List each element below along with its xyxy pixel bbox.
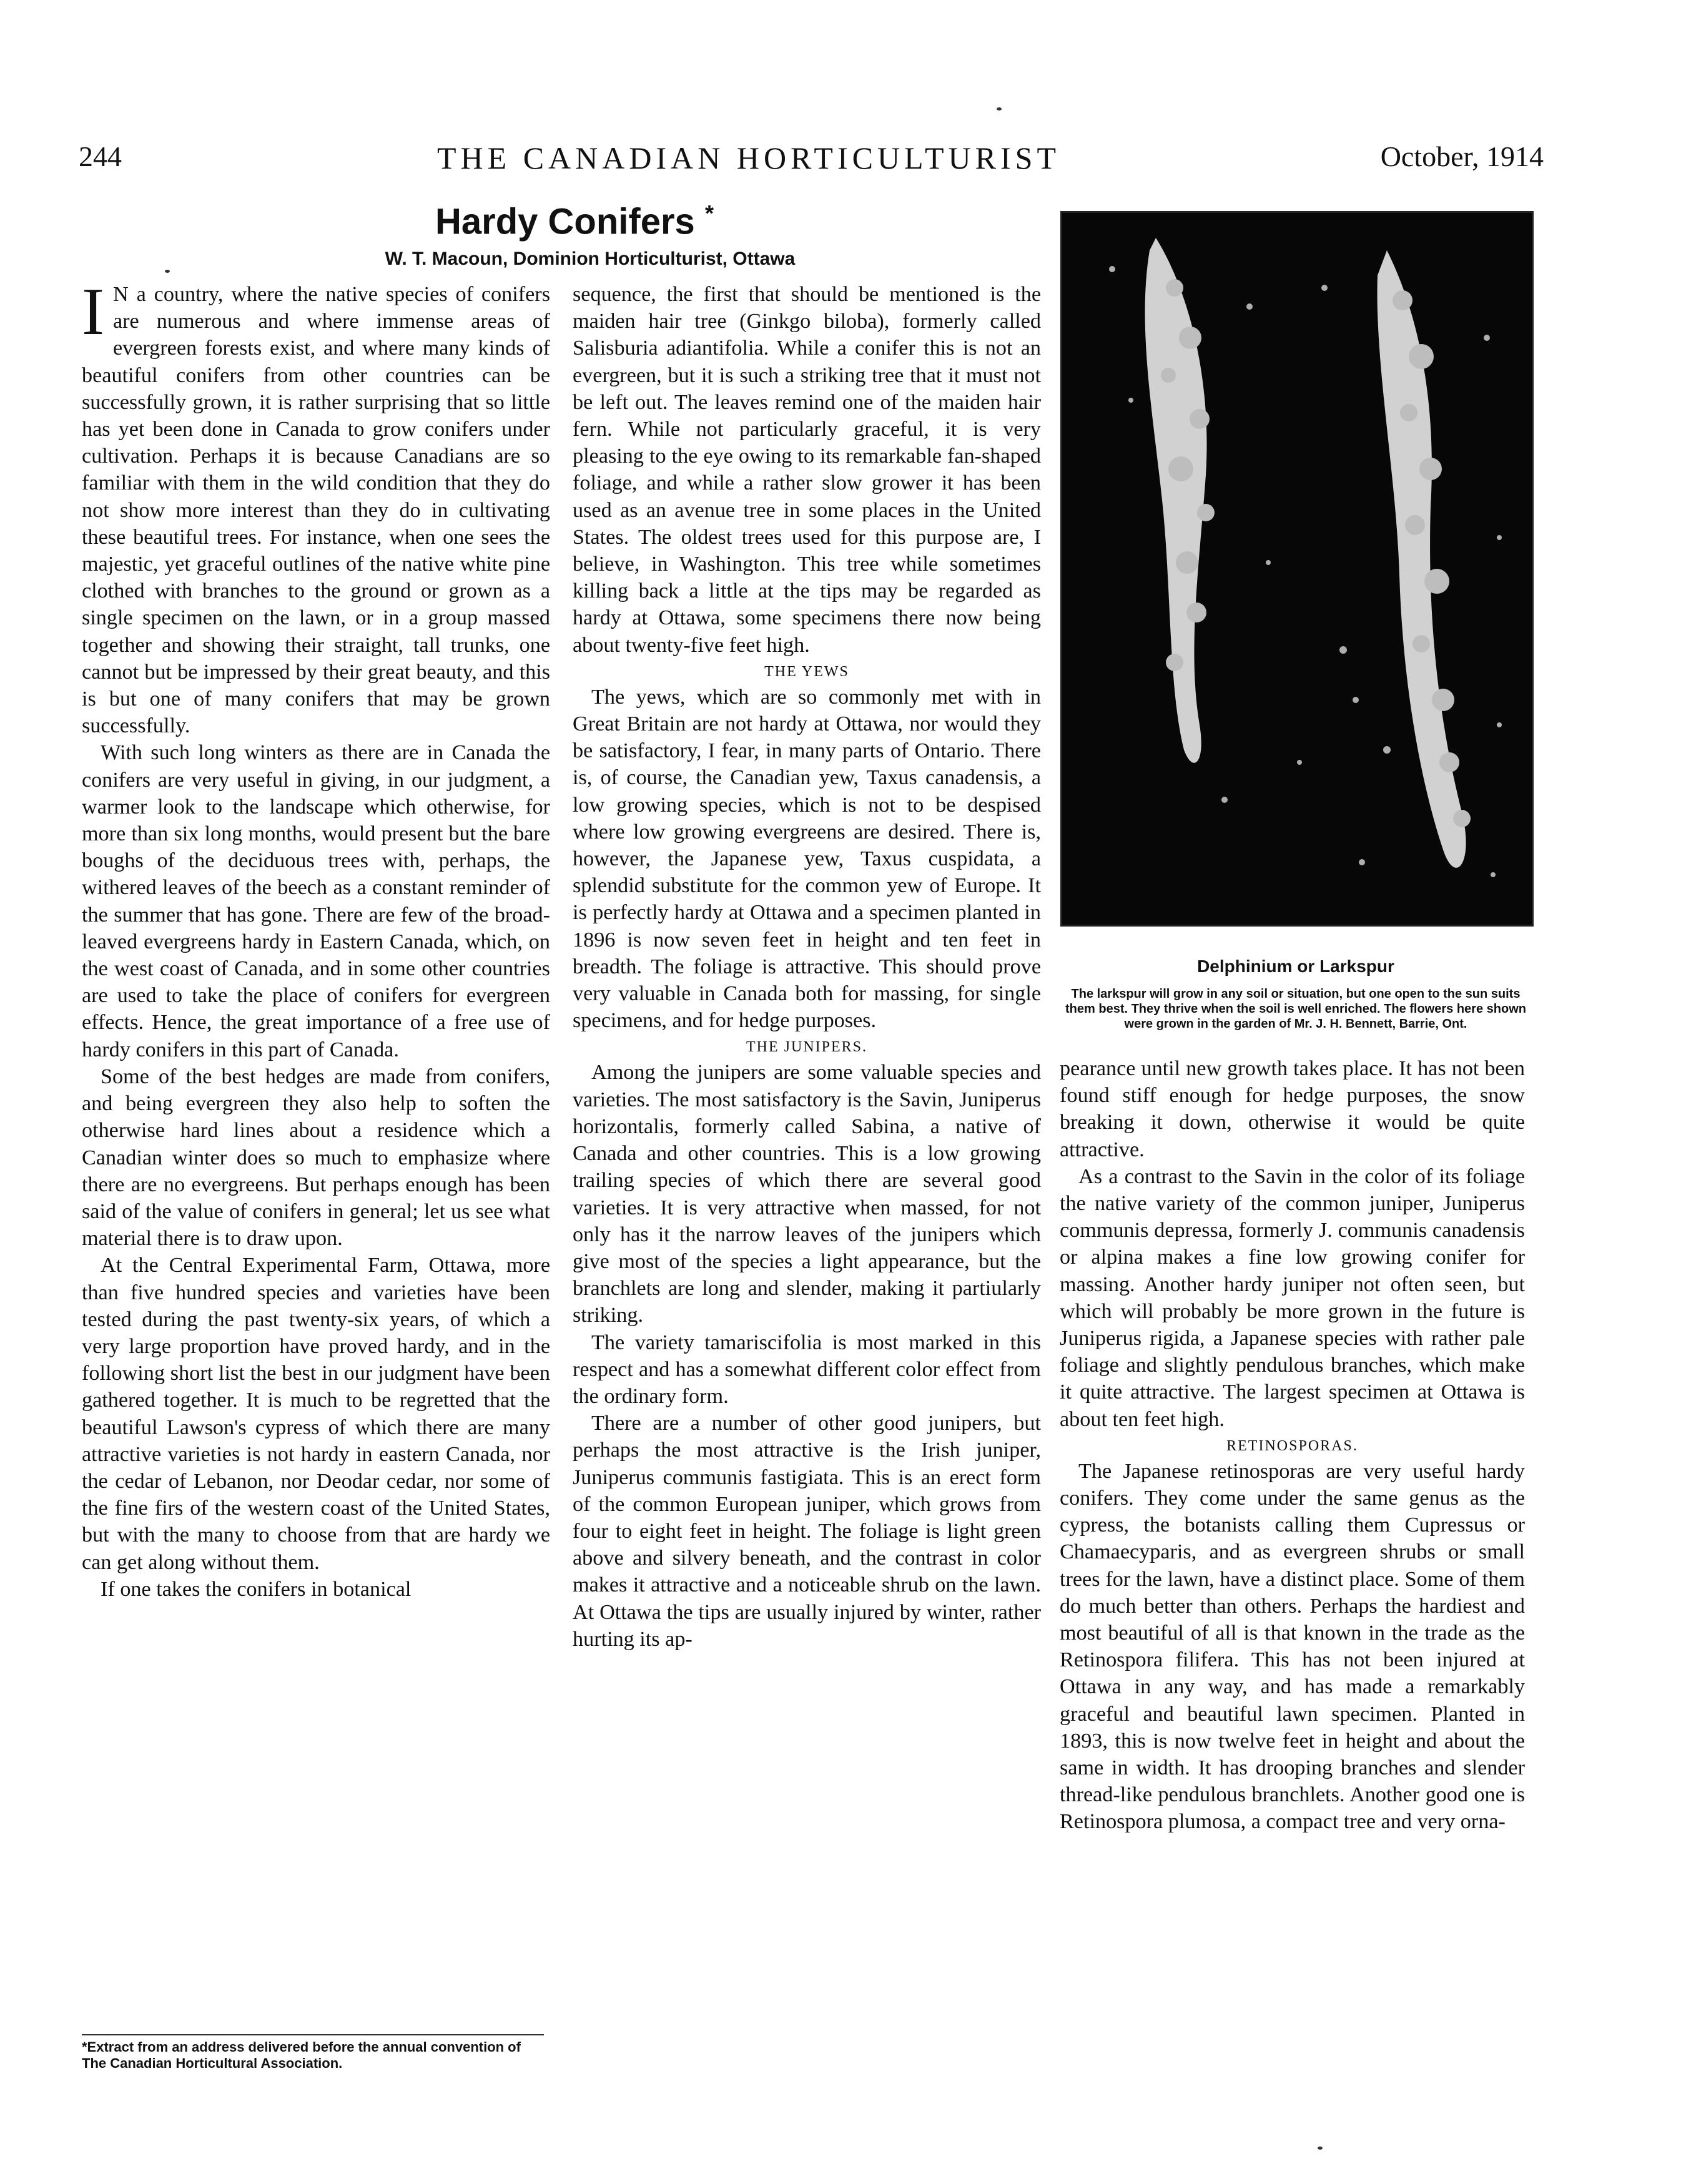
text-column-2 (573, 281, 1041, 1653)
print-speck (165, 270, 170, 273)
page-number: 244 (79, 140, 122, 172)
delphinium-photo (1060, 211, 1534, 927)
footnote-mark: * (704, 200, 714, 226)
section-heading-retinosporas: RETINOSPORAS. (1226, 1437, 1358, 1454)
print-speck (997, 107, 1002, 111)
text-column-1 (82, 275, 550, 1603)
paragraph (82, 275, 550, 739)
paragraph: pearance until new growth takes place. It has not been found stiff enough for hedge purposes, the snow breaking it down, otherwise it would be quite attractive. (1060, 1057, 1525, 1161)
paragraph: Some of the best hedges are made from conifers, and being evergreen they also help to soften the otherwise hard lines about a residence which a Canadian winter does so much to emphasize where there are no evergreens. But perhaps enough has been said of the value of conifers in general; let us see what material there is to draw upon. (82, 1065, 550, 1251)
footnote: *Extract from an address delivered before the annual convention of The Canadian Horticultural Association. (82, 2034, 544, 2072)
paragraph: At the Central Experimental Farm, Ottawa, more than five hundred species and varieties have been tested during the past twenty-six years, of which a very large proportion have proved hardy, and in the following short list the best in our judgment have been gathered together. It is much to be regretted that the beautiful Lawson's cypress of which there are many attractive varieties is not hardy in eastern Canada, nor the cedar of Lebanon, nor Deodar cedar, nor some of the fine firs of the western coast of the United States, but with the many to choose from that are hardy we can get along without them. (82, 1254, 550, 1574)
article-byline: W. T. Macoun, Dominion Horticulturist, Ottawa (385, 248, 796, 269)
section-heading-junipers: THE JUNIPERS. (746, 1039, 867, 1056)
article-title-text: Hardy Conifers (435, 201, 695, 242)
article-title (375, 201, 774, 242)
paragraph-text: N a country, where the native species of conifers are numerous and where immense areas of evergreen forests exist, and where many kinds of beautiful conifers from other countries can be successfully grown, it is rather surprising that so little has yet been done in Canada to grow conifers under cultivation. Perhaps it is because Canadians are so familiar with them in the wild condition that they do not show more interest than they do in cultivating these beautiful trees. For instance, when one sees the majestic, yet graceful outlines of the native white pine clothed with branches to the ground or grown as a single specimen on the lawn, or in a group massed together and showing their straight, tall trunks, one cannot but be impressed by their great beauty, and this is but one of many conifers that may be grown successfully. (82, 283, 550, 738)
figure-caption-text: The larkspur will grow in any soil or situation, but one open to the sun suits them best. They thrive when the soil is well enriched. The flowers here shown were grown in the garden of Mr. J. H. Bennett, Barrie, Ont. (1065, 987, 1526, 1031)
figure-caption-title: Delphinium or Larkspur (1197, 957, 1394, 976)
delphinium-illustration (1062, 213, 1532, 925)
paragraph: If one takes the conifers in botanical (101, 1577, 412, 1601)
paragraph: There are a number of other good junipers, but perhaps the most attractive is the Irish juniper, Juniperus communis fastigiata. This is an erect form of the common European juniper, which grows from four to eight feet in height. The foliage is light green above and silvery beneath, and the contrast in color makes it attractive and a noticeable shrub on the lawn. At Ottawa the tips are usually injured by winter, rather hurting its ap- (573, 1412, 1041, 1651)
paragraph: The yews, which are so commonly met with in Great Britain are not hardy at Ottawa, nor would they be satisfactory, I fear, in many parts of Ontario. There is, of course, the Canadian yew, Taxus canadensis, a low growing species, which is not to be despised where low growing evergreens are desired. There is, however, the Japanese yew, Taxus cuspidata, a splendid substitute for the common yew of Europe. It is perfectly hardy at Ottawa and a specimen planted in 1896 is now seven feet in height and ten feet in breadth. The foliage is attractive. This should prove very valuable in Canada both for massing, for single specimens, and for hedge purposes. (573, 685, 1041, 1033)
paragraph: With such long winters as there are in Canada the conifers are very useful in giving, in our judgment, a warmer look to the landscape which otherwise, for more than six long months, would present but the bare boughs of the deciduous trees with, perhaps, the withered leaves of the beech as a constant reminder of the summer that has gone. There are few of the broad-leaved evergreens hardy in Eastern Canada, which, on the west coast of Canada, and in some other countries are used to take the place of conifers for evergreen effects. Hence, the great importance of a free use of hardy conifers in this part of Canada. (82, 741, 550, 1061)
paragraph: Among the junipers are some valuable species and varieties. The most satisfactory is the Savin, Juniperus horizontalis, formerly called Sabina, a native of Canada and other countries. This is a low growing trailing species of which there are several good varieties. It is very attractive when massed, for not only has it the narrow leaves of the junipers which give most of the species a light appearance, but the branchlets are long and slender, making it partiularly striking. (573, 1061, 1041, 1327)
text-column-3 (1060, 1055, 1525, 1836)
journal-title: THE CANADIAN HORTICULTURIST (437, 140, 1061, 175)
issue-date: October, 1914 (1380, 140, 1544, 172)
section-heading-yews: THE YEWS (764, 663, 849, 680)
print-speck (1318, 2147, 1323, 2150)
paragraph: sequence, the first that should be mentioned is the maiden hair tree (Ginkgo biloba), formerly called Salisburia adiantifolia. While a conifer this is not an evergreen, but it is such a striking tree that it must not be left out. The leaves remind one of the maiden hair fern. While not particularly graceful, it is very pleasing to the eye owing to its remarkable fan-shaped foliage, and while a rather slow grower it has been used as an avenue tree in some places in the United States. The oldest trees used for this purpose are, I believe, in Washington. This tree while sometimes killing back a little at the tips may be regarded as hardy at Ottawa, some specimens there now being about twenty-five feet high. (573, 283, 1041, 657)
drop-cap: I (82, 275, 104, 349)
paragraph: The variety tamariscifolia is most marked in this respect and has a somewhat different color effect from the ordinary form. (573, 1331, 1041, 1408)
paragraph: The Japanese retinosporas are very useful hardy conifers. They come under the same genus as the cypress, the botanists calling them Cupressus or Chamaecyparis, and as evergreen shrubs or small trees for the lawn, have a distinct place. Some of them do much better than others. Perhaps the hardiest and most beautiful of all is that known in the trade as the Retinospora filifera. This has not been injured at Ottawa in any way, and has made a remarkably graceful and beautiful lawn specimen. Planted in 1893, this is now twelve feet in height and about the same in width. It has drooping branches and slender thread-like pendulous branchlets. Another good one is Retinospora plumosa, a compact tree and very orna- (1060, 1459, 1525, 1834)
paragraph: As a contrast to the Savin in the color of its foliage the native variety of the common juniper, Juniperus communis depressa, formerly J. communis canadensis or alpina makes a fine low growing conifer for massing. Another hardy juniper not often seen, but which will probably be more grown in the future is Juniperus rigida, a Japanese species with rather pale foliage and slightly pendulous branches, which make it quite attractive. The largest specimen at Ottawa is about ten feet high. (1060, 1164, 1525, 1431)
